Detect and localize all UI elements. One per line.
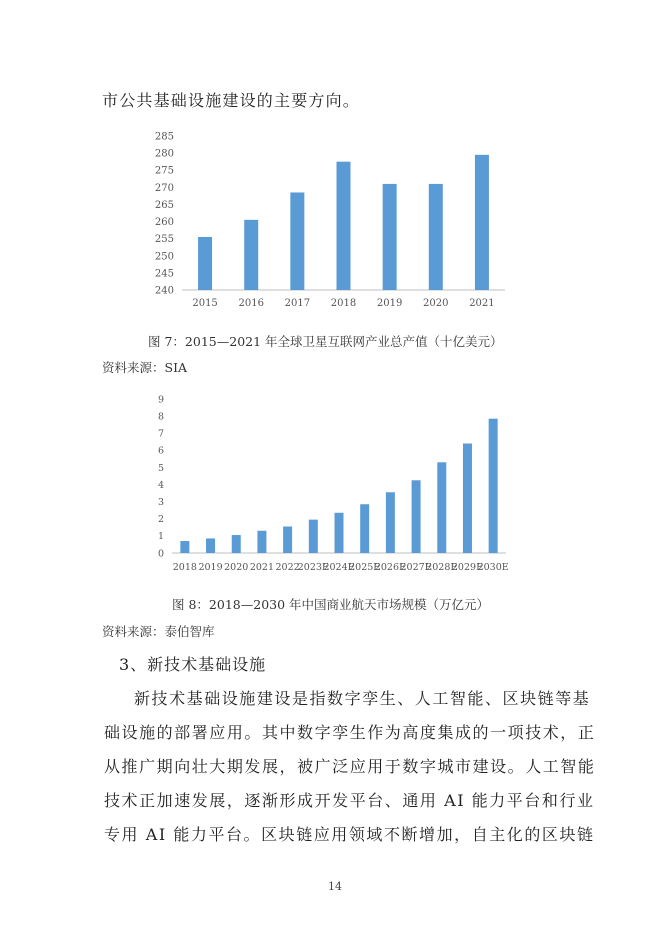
y-tick-label: 240 <box>154 285 174 297</box>
x-tick-label: 2020 <box>423 298 449 309</box>
bar-2026E <box>386 492 395 553</box>
x-tick-label: 2027E <box>400 562 432 573</box>
x-tick-label: 2021 <box>249 562 275 573</box>
y-tick-label: 9 <box>157 394 164 406</box>
paragraph-line: 从推广期向壮大期发展，被广泛应用于数字城市建设。人工智能 <box>104 757 596 776</box>
bar-2030E <box>489 419 498 553</box>
x-tick-label: 2017 <box>284 298 311 309</box>
y-tick-label: 2 <box>157 514 164 526</box>
y-tick-label: 8 <box>157 411 164 423</box>
y-tick-label: 250 <box>154 251 174 263</box>
x-tick-label: 2024E <box>323 562 355 573</box>
paragraph-line: 础设施的部署应用。其中数字孪生作为高度集成的一项技术，正 <box>104 723 596 742</box>
bar-2018 <box>337 162 351 290</box>
chart-commercial-space <box>140 388 520 580</box>
y-tick-label: 1 <box>157 531 164 543</box>
y-tick-label: 275 <box>154 165 174 177</box>
bar-2016 <box>244 220 258 290</box>
bar-2025E <box>360 504 369 553</box>
y-tick-label: 255 <box>154 234 174 246</box>
x-tick-label: 2025E <box>349 562 381 573</box>
y-tick-label: 3 <box>157 496 164 508</box>
page-number: 14 <box>328 880 342 893</box>
y-tick-label: 5 <box>157 462 164 474</box>
y-tick-label: 285 <box>154 131 174 143</box>
x-tick-label: 2018 <box>330 298 357 309</box>
x-tick-label: 2021 <box>469 298 495 309</box>
paragraph-line: 专用 AI 能力平台。区块链应用领域不断增加，自主化的区块链 <box>104 825 595 844</box>
y-tick-label: 245 <box>154 268 174 280</box>
x-tick-label: 2018 <box>172 562 197 573</box>
x-tick-label: 2030E <box>477 562 509 573</box>
intro-text: 市公共基础设施建设的主要方向。 <box>102 91 361 110</box>
bar-2020 <box>232 535 241 553</box>
bar-2021 <box>475 155 489 290</box>
bar-2029E <box>463 443 472 553</box>
y-tick-label: 280 <box>154 148 174 160</box>
y-tick-label: 265 <box>154 199 174 211</box>
bar-2023E <box>309 520 318 553</box>
bar-2015 <box>198 237 212 290</box>
bar-2020 <box>429 184 443 290</box>
bar-2018 <box>180 541 189 553</box>
x-tick-label: 2023E <box>297 562 329 573</box>
y-tick-label: 0 <box>157 548 164 560</box>
chart-satellite-internet <box>140 125 520 320</box>
figure-8-caption: 图 8：2018—2030 年中国商业航天市场规模（万亿元） <box>172 597 490 612</box>
paragraph-line: 新技术基础设施建设是指数字孪生、人工智能、区块链等基 <box>134 689 591 708</box>
x-tick-label: 2020 <box>224 562 249 573</box>
section-heading: 3、新技术基础设施 <box>119 655 267 674</box>
x-tick-label: 2029E <box>451 562 484 573</box>
x-tick-label: 2019 <box>376 298 403 309</box>
bar-2024E <box>335 513 344 553</box>
figure-8-source: 资料来源：泰伯智库 <box>102 624 215 639</box>
x-tick-label: 2022 <box>275 562 300 573</box>
y-tick-label: 7 <box>157 428 164 440</box>
bar-2028E <box>437 462 446 553</box>
figure-7-source: 资料来源：SIA <box>102 360 188 375</box>
bar-2019 <box>383 184 397 290</box>
x-tick-label: 2026E <box>374 562 406 573</box>
bar-2017 <box>290 192 304 290</box>
x-tick-label: 2016 <box>238 298 264 309</box>
x-tick-label: 2028E <box>426 562 458 573</box>
figure-7-caption: 图 7：2015—2021 年全球卫星互联网产业总产值（十亿美元） <box>148 334 503 349</box>
y-tick-label: 4 <box>157 479 164 491</box>
x-tick-label: 2015 <box>192 298 218 309</box>
bar-2022 <box>283 526 292 553</box>
paragraph-line: 技术正加速发展，逐渐形成开发平台、通用 AI 能力平台和行业 <box>104 791 595 810</box>
y-tick-label: 260 <box>154 217 174 229</box>
bar-2021 <box>257 531 266 553</box>
y-tick-label: 270 <box>154 182 174 194</box>
x-tick-label: 2019 <box>198 562 223 573</box>
bar-2019 <box>206 538 215 553</box>
bar-2027E <box>412 480 421 553</box>
y-tick-label: 6 <box>157 445 164 457</box>
